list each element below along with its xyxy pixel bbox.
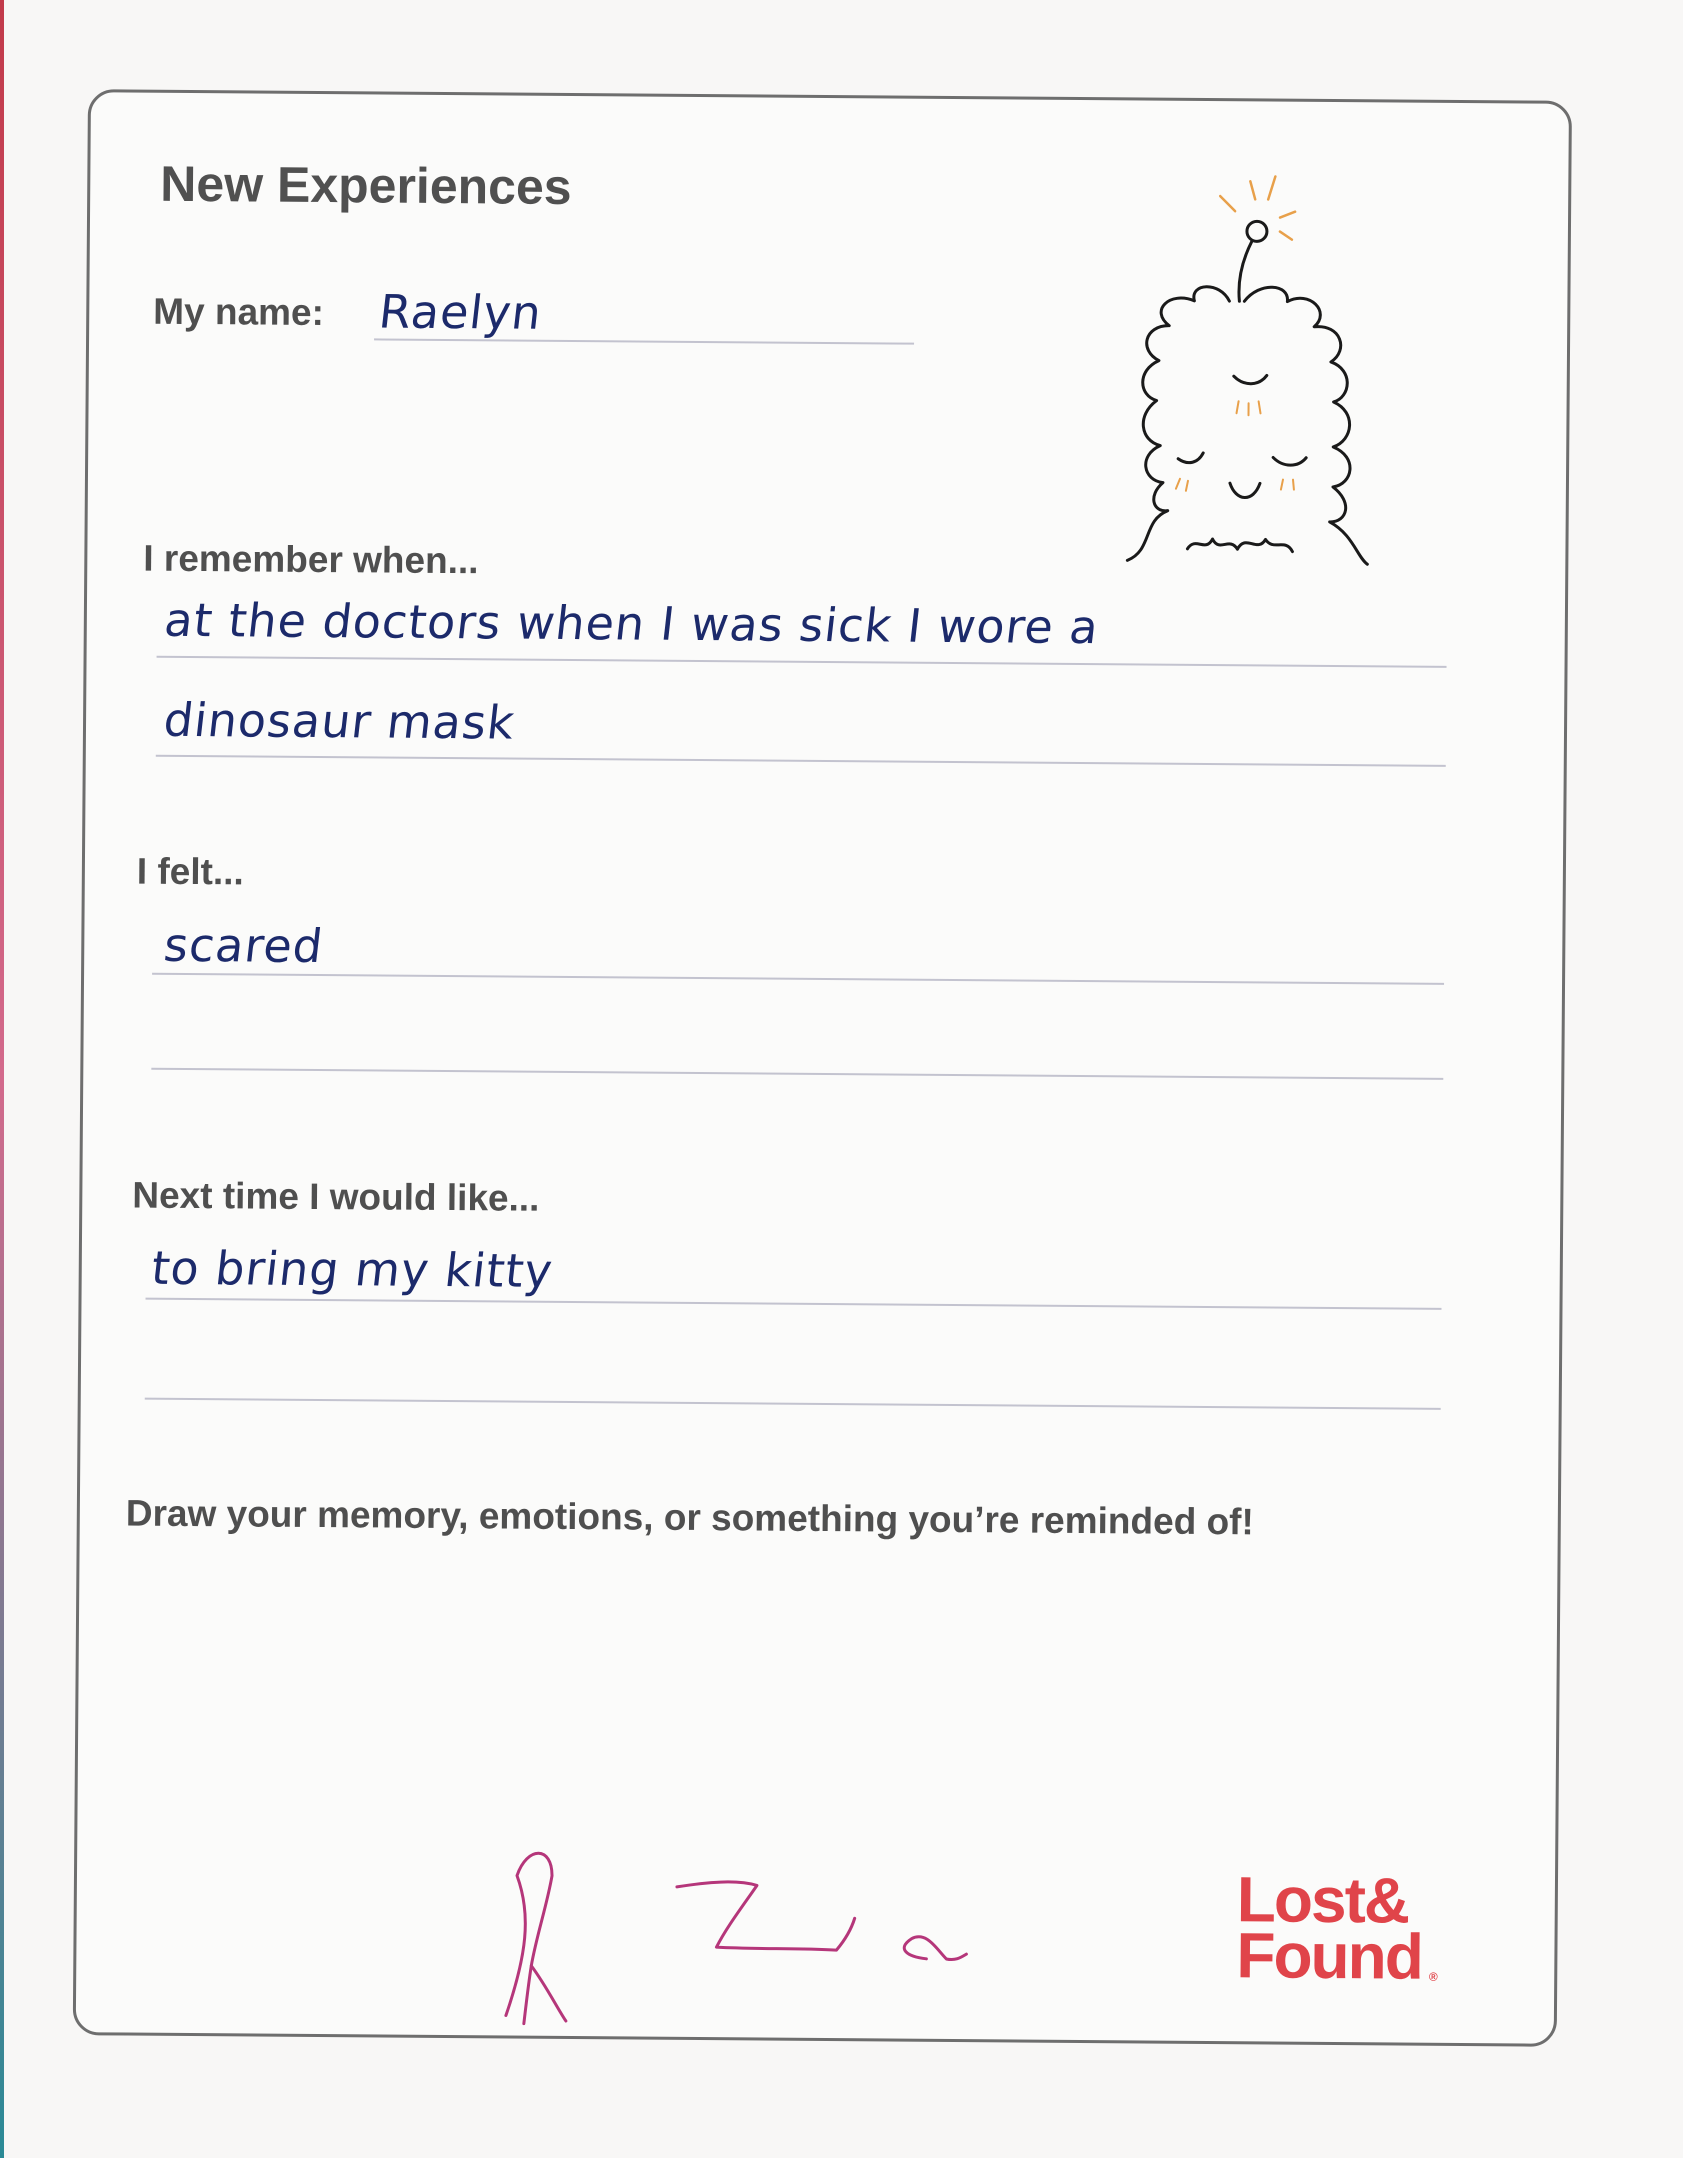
worksheet-card [73,89,1572,2047]
crayon-drawing[interactable] [456,1835,978,2039]
name-label: My name: [153,290,325,334]
name-line [374,338,914,344]
draw-prompt: Draw your memory, emotions, or something you’re reminded of! [125,1492,1254,1543]
next-line-1 [146,1298,1442,1310]
felt-label: I felt... [136,850,244,893]
next-text-line-1[interactable]: to bring my kitty [148,1240,556,1298]
mascot-paws-icon [1187,539,1292,552]
remember-text-line-1[interactable]: at the doctors when I was sick I wore a [161,592,1102,655]
next-label: Next time I would like... [132,1174,540,1219]
worksheet-title: New Experiences [160,155,572,215]
antenna-icon [1239,241,1252,301]
felt-line-1 [152,973,1444,985]
remember-line-2 [156,755,1446,767]
name-value[interactable]: Raelyn [376,284,545,340]
closed-eye-icon [1273,457,1306,465]
remember-text-line-2[interactable]: dinosaur mask [161,692,518,750]
fuzzy-mascot-illustration [1067,160,1430,583]
closed-eye-icon [1178,453,1203,463]
mascot-fur-right-icon [1242,287,1369,564]
closed-eye-icon [1234,375,1267,384]
felt-line-2 [151,1068,1443,1080]
paper-edge [0,0,4,2158]
smile-mouth-icon [1230,483,1260,497]
sparkle-icon [1220,176,1295,240]
mascot-fur-left-icon [1127,286,1229,561]
next-line-2 [145,1398,1441,1410]
felt-text-line-1[interactable]: scared [161,917,327,974]
remember-line-1 [157,656,1447,668]
antenna-bulb-icon [1247,221,1267,241]
lost-and-found-logo: Lost& Found ® [1236,1863,1438,1993]
remember-label: I remember when... [143,537,479,582]
